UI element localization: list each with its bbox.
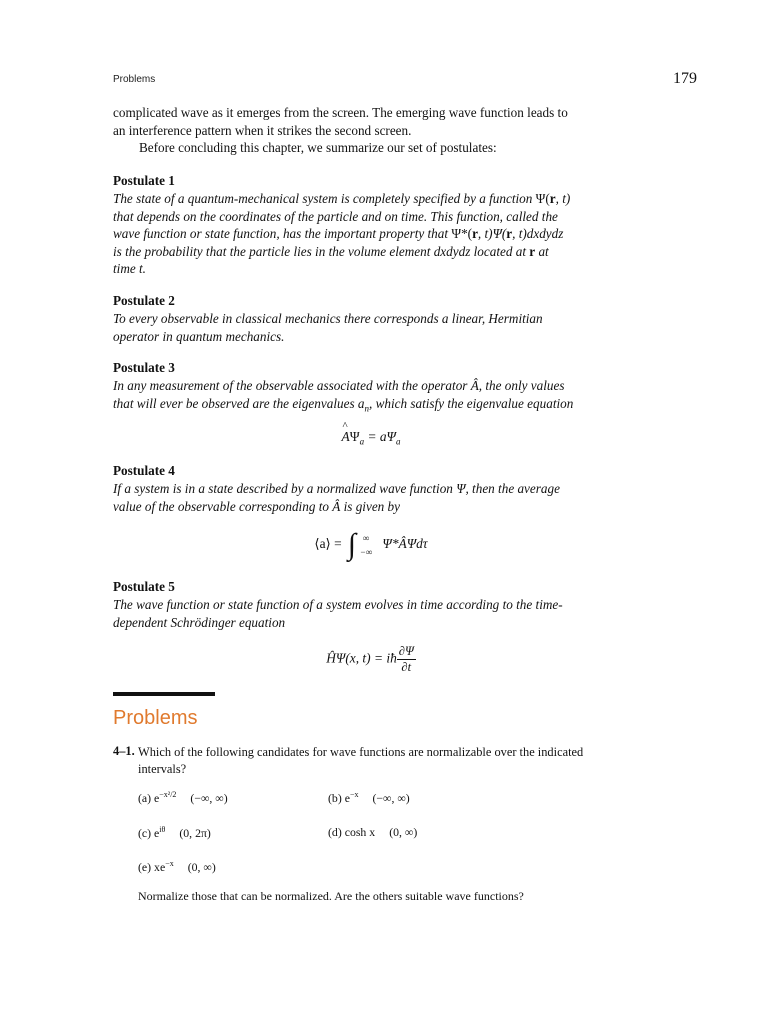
postulate-1-title: Postulate 1 bbox=[113, 173, 175, 188]
postulate-4-title: Postulate 4 bbox=[113, 463, 175, 478]
postulate-line: that depends on the coordinates of the particle and on time. This function, called the bbox=[113, 208, 558, 224]
page-number: 179 bbox=[673, 70, 697, 87]
section-rule bbox=[113, 692, 215, 696]
postulate-3-body bbox=[113, 377, 629, 418]
running-head: Problems bbox=[113, 74, 156, 85]
postulate-line: To every observable in classical mechanics there corresponds a linear, Hermitian bbox=[113, 311, 543, 326]
intro-paragraph bbox=[113, 104, 631, 157]
eigenvalue-equation: A $\^{}\Psi_a = a\Psi_a$ bbox=[113, 429, 629, 447]
postulate-line: The state of a quantum-mechanical system is completely specified by a function Ψ(r, t) bbox=[113, 191, 571, 206]
postulate-2-body bbox=[113, 310, 629, 345]
candidate-b: (b) $e^{-x}$ (−∞, ∞) bbox=[328, 790, 410, 805]
schrodinger-equation: ĤΨ(x, t) = iħ $\frac{\partial\Psi}{\partial t}$ bbox=[326, 644, 414, 674]
problem-line: Which of the following candidates for wave functions are normalizable over the indicated bbox=[138, 745, 584, 759]
problem-number: 4–1. bbox=[113, 744, 135, 758]
candidate-e: (e) $xe^{-x}$ (0, ∞) bbox=[138, 859, 216, 874]
postulate-1-body bbox=[113, 190, 629, 278]
intro-line: an interference pattern when it strikes the second screen. bbox=[113, 122, 412, 138]
candidate-a: (a) $e^{-x^2/2}$ (−∞, ∞) bbox=[138, 790, 228, 805]
problem-line: intervals? bbox=[138, 761, 187, 776]
postulate-5-title: Postulate 5 bbox=[113, 579, 175, 594]
postulate-2-title: Postulate 2 bbox=[113, 293, 175, 308]
intro-line: Before concluding this chapter, we summarize our set of postulates: bbox=[139, 140, 497, 156]
postulate-line: dependent Schrödinger equation bbox=[113, 614, 286, 630]
postulate-line: In any measurement of the observable associated with the operator Â, the only values bbox=[113, 378, 565, 393]
postulate-line: operator in quantum mechanics. bbox=[113, 328, 285, 344]
problem-stem bbox=[138, 744, 630, 777]
candidate-d: (d) cosh x (0, ∞) bbox=[328, 825, 418, 839]
problem-followup: Normalize those that can be normalized. Are the others suitable wave functions? bbox=[138, 889, 524, 903]
postulate-4-body bbox=[113, 480, 629, 515]
postulate-5-body bbox=[113, 596, 629, 631]
candidate-c: (c) $e^{i\theta}$ (0, 2π) bbox=[138, 825, 211, 840]
postulate-3-title: Postulate 3 bbox=[113, 360, 175, 375]
postulate-line: that will ever be observed are the eigenvalues $a_n$, which satisfy the eigenvalue equation bbox=[113, 395, 574, 414]
intro-line: complicated wave as it emerges from the screen. The emerging wave function leads to bbox=[113, 105, 568, 120]
postulate-line: If a system is in a state described by a normalized wave function Ψ, then the average bbox=[113, 481, 560, 496]
expectation-value-equation: ⟨a⟩ = ∫ ∞ −∞ Ψ*ÂΨdτ bbox=[314, 528, 428, 561]
postulate-line: wave function or state function, has the important property that Ψ*(r, t)Ψ(r, t)dxdydz bbox=[113, 226, 564, 242]
postulate-line: time t. bbox=[113, 261, 146, 277]
postulate-line: value of the observable corresponding to Â is given by bbox=[113, 498, 401, 514]
postulate-line: is the probability that the particle lies in the volume element dxdydz located at r at bbox=[113, 243, 549, 259]
problems-heading: Problems bbox=[113, 707, 198, 729]
postulate-line: The wave function or state function of a system evolves in time according to the time- bbox=[113, 597, 563, 612]
